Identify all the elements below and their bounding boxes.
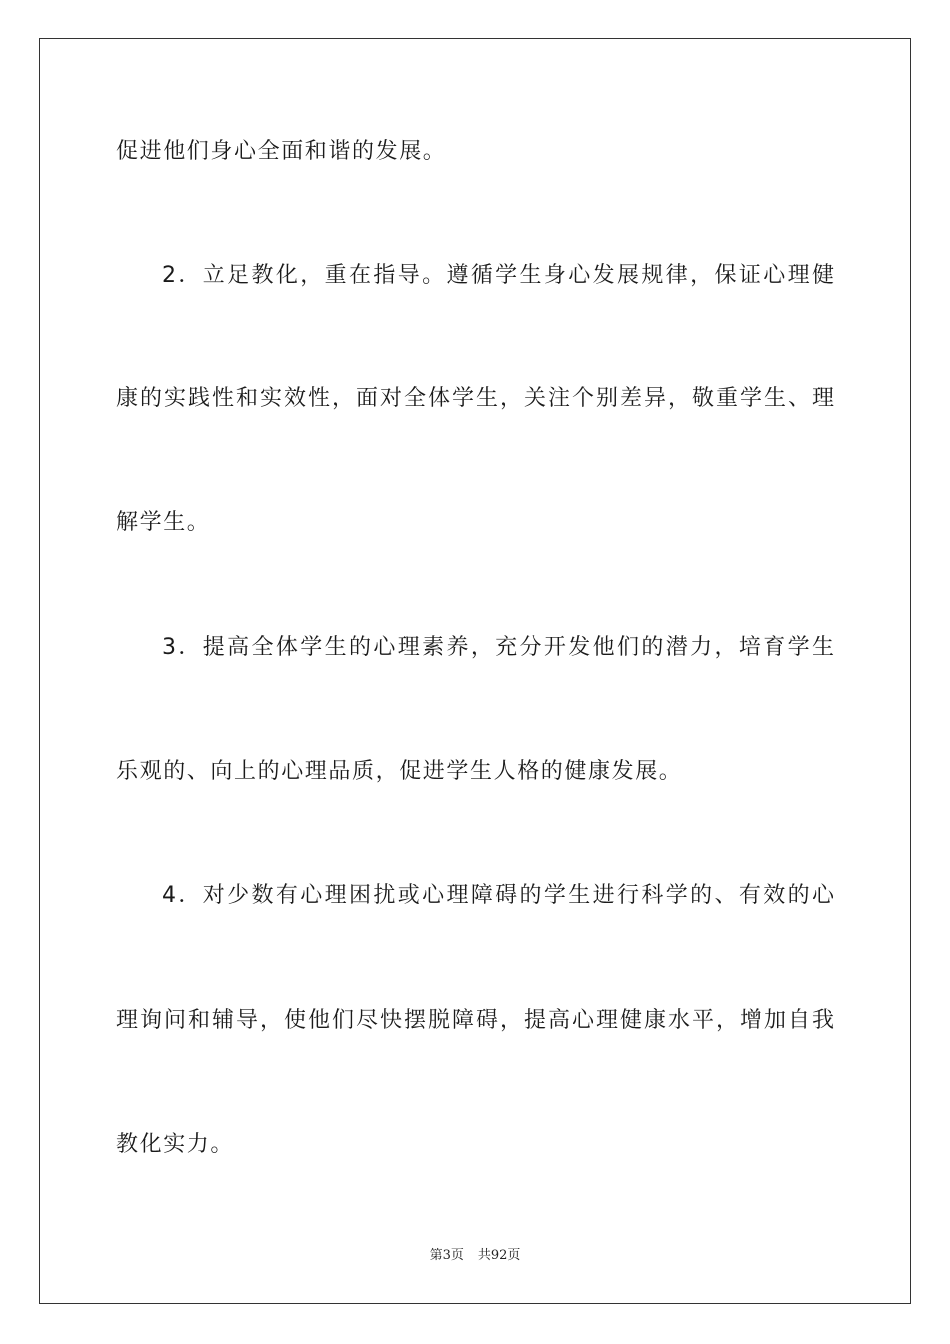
text-line-8: 理询问和辅导，使他们尽快摆脱障碍，提高心理健康水平，增加自我 [116, 1008, 834, 1033]
text-line-4: 解学生。 [116, 510, 211, 535]
text-line-7: 4．对少数有心理困扰或心理障碍的学生进行科学的、有效的心 [162, 883, 834, 908]
text-line-2: 2．立足教化，重在指导。遵循学生身心发展规律，保证心理健 [162, 263, 834, 288]
page-border [39, 38, 911, 1304]
page-total: 共92页 [477, 1248, 521, 1263]
page-footer [0, 1246, 950, 1266]
text-line-5: 3．提高全体学生的心理素养，充分开发他们的潜力，培育学生 [162, 635, 834, 660]
page-number: 第3页 [429, 1248, 464, 1263]
text-line-6: 乐观的、向上的心理品质，促进学生人格的健康发展。 [116, 759, 683, 784]
text-line-9: 教化实力。 [116, 1132, 235, 1157]
text-line-3: 康的实践性和实效性，面对全体学生，关注个别差异，敬重学生、理 [116, 386, 834, 411]
text-line-1: 促进他们身心全面和谐的发展。 [116, 139, 447, 164]
